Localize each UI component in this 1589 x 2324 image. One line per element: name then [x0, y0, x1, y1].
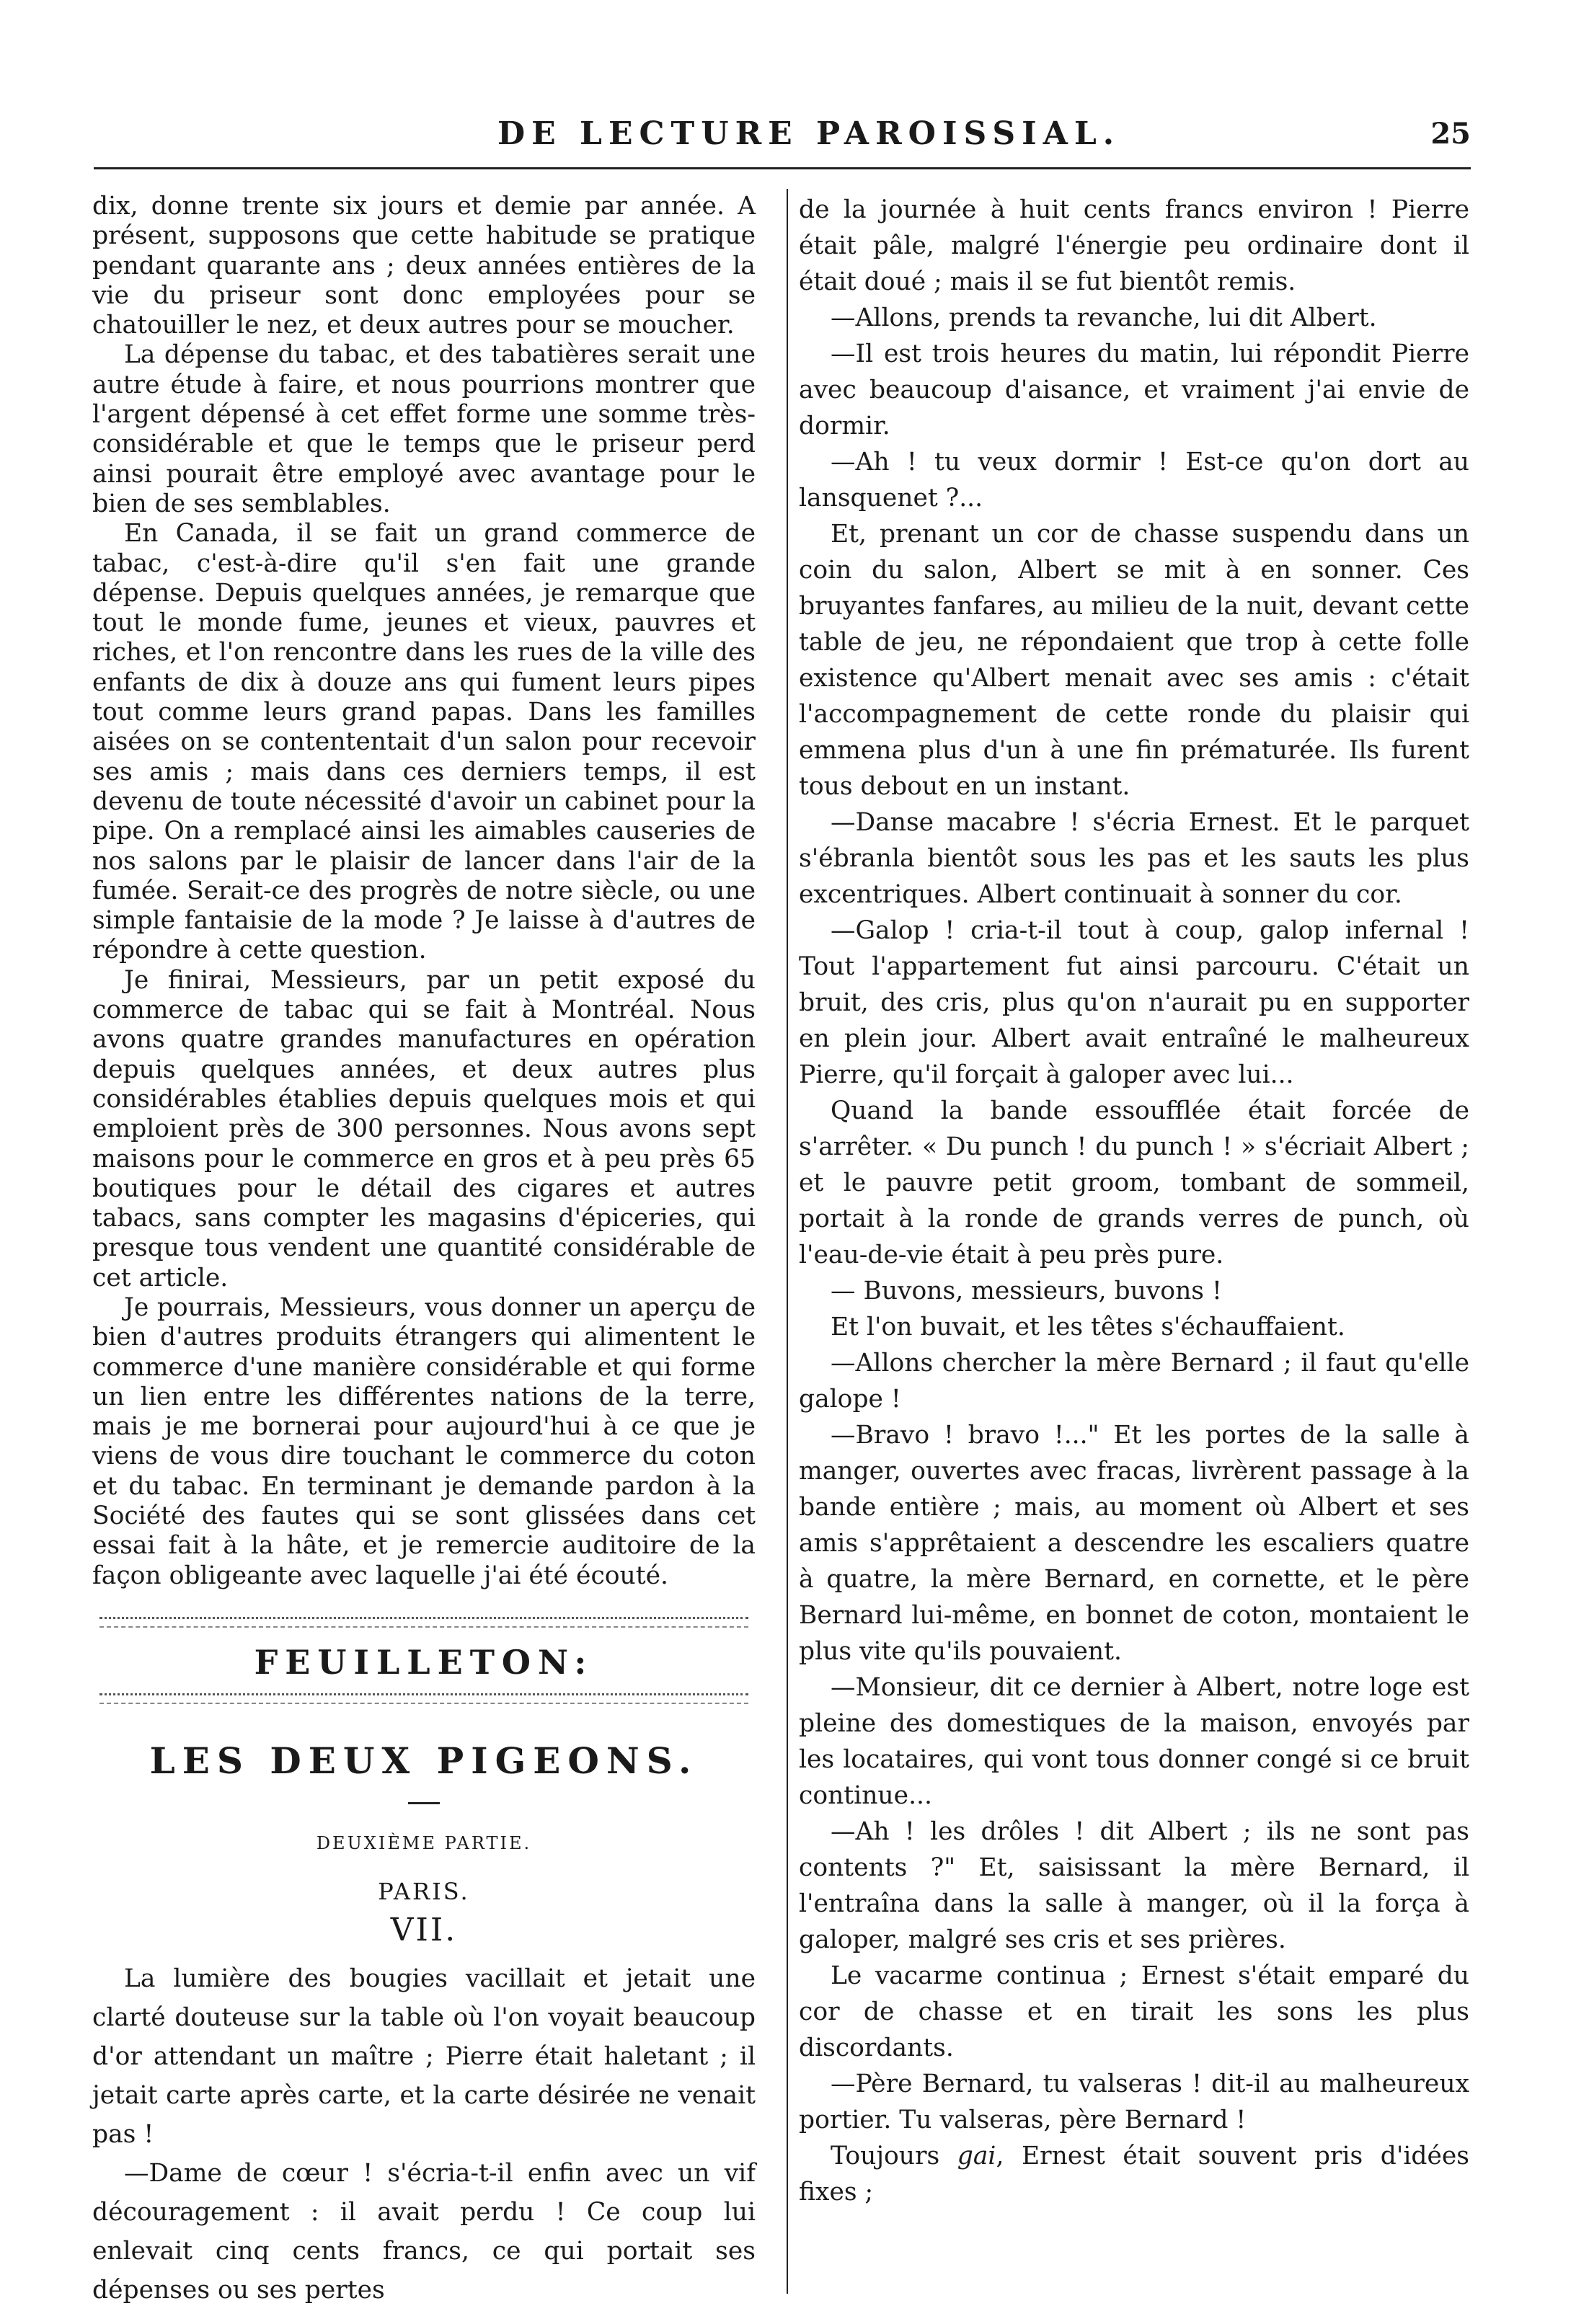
chapter-label: VII. — [390, 1912, 458, 1949]
last-line-start: Toujours — [831, 2142, 957, 2170]
paragraph: de la journée à huit cents francs environ ! Pierre était pâle, malgré l'énergie peu ordinaire dont il était doué ; mais il se fut bientôt remis. — [799, 195, 1469, 296]
paragraph: —Galop ! cria-t-il tout à coup, galop infernal ! Tout l'appartement fut ainsi parcouru. C'était un bruit, des cris, plus qu'on n'aurait pu en supporter en plein jour. Albert avait entraîné le malheureux Pierre, qu'il forçait à galoper avec lui... — [799, 916, 1469, 1089]
left-column — [92, 192, 756, 2310]
paragraph: dix, donne trente six jours et demie par année. A présent, supposons que cette habitude se pratique pendant quarante ans ; deux années entières de la vie du priseur sont donc employées pour se chatouiller le nez, et deux autres pour se moucher. — [92, 192, 756, 340]
page-number: 25 — [1430, 117, 1471, 151]
story-paragraph: —Dame de cœur ! s'écria-t-il enfin avec un vif découragement : il avait perdu ! Ce coup lui enlevait cinq cents francs, ce qui portait ses dépenses ou ses pertes — [92, 2159, 756, 2305]
paragraph: —Monsieur, dit ce dernier à Albert, notre loge est pleine des domestiques de la maison, envoyés par les locataires, qui vont tous donner congé si ce bruit continue... — [799, 1673, 1469, 1810]
story-title: LES DEUX PIGEONS. — [149, 1739, 699, 1783]
last-line-end: , Ernest était souvent pris d'idées fixes ; — [799, 2142, 1469, 2207]
paragraph: Je pourrais, Messieurs, vous donner un aperçu de bien d'autres produits étrangers qui alimentent le commerce d'une manière considérable et qui forme un lien entre les différentes nations de la terre, mais je me bornerai pour aujourd'hui à ce que je viens de vous dire touchant le commerce du coton et du tabac. En terminant je demande pardon à la Société des fautes qui se sont glissées dans cet essai fait à la hâte, et je remercie auditoire de la façon obligeante avec laquelle j'ai été écouté. — [92, 1292, 756, 1590]
paragraph: La dépense du tabac, et des tabatières serait une autre étude à faire, et nous pourrions montrer que l'argent dépensé à cet effet forme une somme très-considérable et que le temps que le priseur perd ainsi pourait être employé avec avantage pour le bien de ses semblables. — [92, 340, 756, 518]
paragraph: — Buvons, messieurs, buvons ! — [831, 1277, 1222, 1305]
column-divider — [787, 189, 788, 2294]
paragraph: —Il est trois heures du matin, lui répondit Pierre avec beaucoup d'aisance, et vraiment j'ai envie de dormir. — [799, 340, 1469, 440]
header-rule — [94, 167, 1471, 169]
paragraph: —Ah ! tu veux dormir ! Est-ce qu'on dort au lansquenet ?... — [799, 448, 1469, 513]
decorative-rule — [99, 1693, 748, 1704]
section-heading: FEUILLETON: — [254, 1642, 594, 1682]
paragraph: —Allons chercher la mère Bernard ; il faut qu'elle galope ! — [799, 1349, 1469, 1414]
part-label: DEUXIÈME PARTIE. — [316, 1832, 532, 1853]
paragraph: En Canada, il se fait un grand commerce de tabac, c'est-à-dire qu'il s'en fait une grande dépense. Depuis quelques années, je remarque que tout le monde fume, jeunes et vieux, pauvres et riches, et l'on rencontre dans les rues de la ville des enfants de dix à douze ans qui fument leurs pipes tout comme leurs grand papas. Dans les familles aisées on se contententait d'un salon pour recevoir ses amis ; mais dans ces derniers temps, il est devenu de toute nécessité d'avoir un cabinet pour la pipe. On a remplacé ainsi les aimables causeries de nos salons par le plaisir de lancer dans l'air de la fumée. Serait-ce des progrès de notre siècle, ou une simple fantaisie de la mode ? Je laisse à d'autres de répondre à cette question. — [92, 519, 756, 965]
paragraph: Et l'on buvait, et les têtes s'échauffaient. — [831, 1313, 1345, 1341]
place-label: PARIS. — [378, 1877, 470, 1905]
italic-word: gai — [957, 2142, 996, 2170]
paragraph: Je finirai, Messieurs, par un petit exposé du commerce de tabac qui se fait à Montréal. Nous avons quatre grandes manufactures en opération depuis quelques années, et deux autres plus considérables établies depuis quelques mois et qui emploient près de 300 personnes. Nous avons sept maisons pour le commerce en gros et à peu près 65 boutiques pour le détail des cigares et autres tabacs, sans compter les magasins d'épiceries, qui presque tous vendent une quantité considérable de cet article. — [92, 965, 756, 1292]
page-header — [94, 108, 1471, 159]
paragraph: Et, prenant un cor de chasse suspendu dans un coin du salon, Albert se mit à en sonner. Ces bruyantes fanfares, au milieu de la nuit, devant cette table de jeu, ne répondaient que trop à cette folle existence qu'Albert menait avec ses amis : c'était l'accompagnement de cette ronde du plaisir qui emmena plus d'un à une fin prématurée. Ils furent tous debout en un instant. — [799, 520, 1469, 801]
paragraph: —Père Bernard, tu valseras ! dit-il au malheureux portier. Tu valseras, père Bernard ! — [799, 2070, 1469, 2134]
paragraph: —Danse macabre ! s'écria Ernest. Et le parquet s'ébranla bientôt sous les pas et les sauts les plus excentriques. Albert continuait à sonner du cor. — [799, 808, 1469, 909]
paragraph-last — [799, 2138, 1469, 2210]
title-rule — [408, 1802, 440, 1804]
right-column — [799, 192, 1469, 2210]
paragraph: —Allons, prends ta revanche, lui dit Albert. — [831, 303, 1377, 332]
paragraph: —Bravo ! bravo !..." Et les portes de la salle à manger, ouvertes avec fracas, livrèrent passage à la bande entière ; mais, au moment où Albert et ses amis s'apprêtaient a descendre les escaliers quatre à quatre, la mère Bernard, en cornette, et le père Bernard lui-même, en bonnet de coton, montaient le plus vite qu'ils pouvaient. — [799, 1421, 1469, 1666]
paragraph: Quand la bande essoufflée était forcée de s'arrêter. « Du punch ! du punch ! » s'écriait Albert ; et le pauvre petit groom, tombant de sommeil, portait à la ronde de grands verres de punch, où l'eau-de-vie était à peu près pure. — [799, 1096, 1469, 1269]
running-title: DE LECTURE PAROISSIAL. — [497, 115, 1121, 152]
paragraph: Le vacarme continua ; Ernest s'était emparé du cor de chasse et en tirait les sons les plus discordants. — [799, 1961, 1469, 2062]
story-paragraph: La lumière des bougies vacillait et jetait une clarté douteuse sur la table où l'on voyait beaucoup d'or attendant un maître ; Pierre était haletant ; il jetait carte après carte, et la carte désirée ne venait pas ! — [92, 1964, 756, 2150]
paragraph: —Ah ! les drôles ! dit Albert ; ils ne sont pas contents ?" Et, saisissant la mère Bernard, il l'entraîna dans la salle à manger, où il la força à galoper, malgré ses cris et ses prières. — [799, 1817, 1469, 1954]
decorative-rule — [99, 1617, 748, 1628]
